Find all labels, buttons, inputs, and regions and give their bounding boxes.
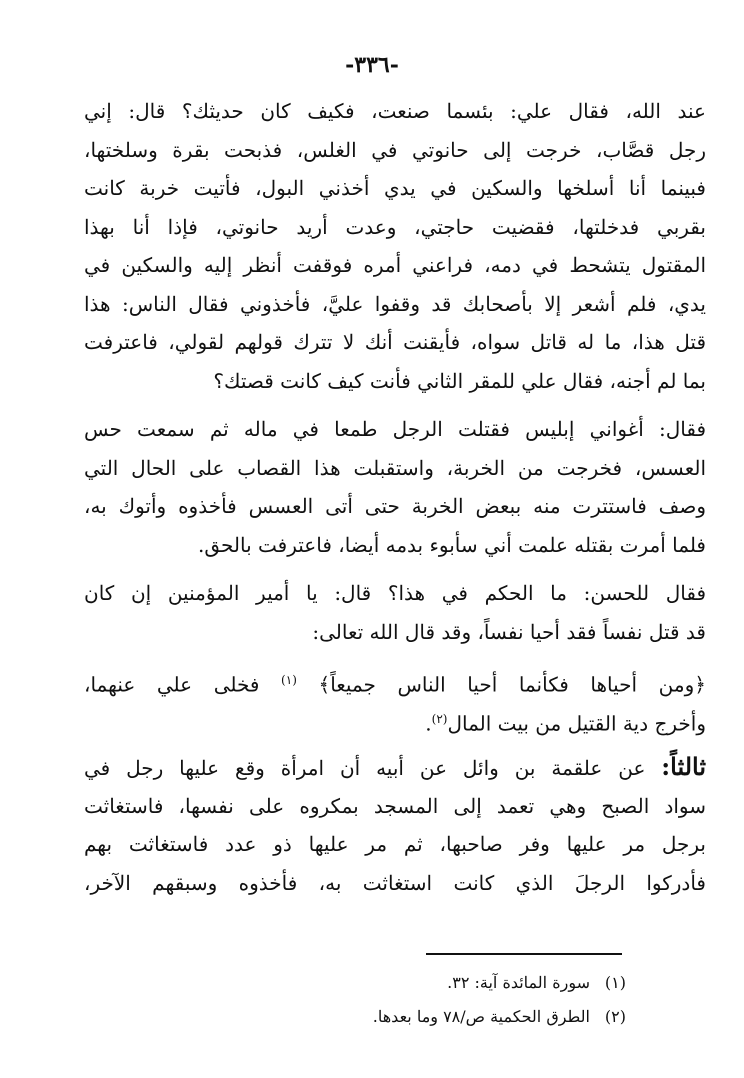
- footnote-2: [200, 1000, 626, 1034]
- text-line: المقتول يتشحط في دمه، فراعني أمره فوقفت أنظر إليه والسكين في: [84, 253, 706, 277]
- section-lead: ثالثاً:: [661, 752, 706, 781]
- text-line: قتل هذا، ما له قاتل سواه، فأيقنت أنك لا تترك قولهم لقولي، فاعترفت: [84, 330, 706, 354]
- footnotes: [200, 966, 626, 1034]
- text-line: وصف فاستترت منه ببعض الخربة حتى أتى العسس فأخذوه وأتوك به،: [84, 494, 706, 518]
- quran-verse: ﴿ومن أحياها فكأنما أحيا الناس جميعاً﴾: [318, 672, 706, 697]
- text-fragment: .: [425, 711, 432, 736]
- footnote-text: سورة المائدة آية: ٣٢.: [447, 973, 590, 992]
- paragraph-5: [84, 748, 706, 902]
- footnote-number: (١): [604, 973, 626, 992]
- footnote-divider: [426, 953, 622, 955]
- text-line: برجل مر عليها وفر صاحبها، ثم مر عليها ذو عدد فاستغاثت بهم: [84, 832, 706, 856]
- text-line: رجل قصَّاب، خرجت إلى حانوتي في الغلس، فذبحت بقرة وسلختها،: [84, 137, 706, 162]
- text-line: العسس، فخرجت من الخربة، واستقبلت هذا القصاب على الحال التي: [84, 455, 706, 480]
- footnote-number: (٢): [604, 1007, 626, 1026]
- page-number: -٣٣٦-: [345, 52, 399, 78]
- footnote-ref: (١): [281, 673, 297, 687]
- paragraph-3: [84, 574, 706, 651]
- quran-verse-line: [84, 661, 706, 700]
- text-line: فلما أمرت بقتله علمت أني سأبوء بدمه أيضا، فاعترفت بالحق.: [197, 532, 706, 557]
- text-line: فقال: أغواني إبليس فقتلت الرجل طمعا في ماله ثم سمعت حس: [84, 417, 706, 441]
- text-line: عند الله، فقال علي: بئسما صنعت، فكيف كان حديثك؟ قال: إني: [84, 99, 706, 123]
- text-fragment: وأخرج دية القتيل من بيت المال: [447, 711, 706, 736]
- text-line: فقال للحسن: ما الحكم في هذا؟ قال: يا أمير المؤمنين إن كان: [84, 581, 706, 605]
- main-text: [84, 92, 706, 902]
- text-line: قد قتل نفساً فقد أحيا نفساً، وقد قال الله تعالى:: [312, 619, 706, 644]
- text-line: بقربي فدخلتها، فقضيت حاجتي، وعدت أريد حانوتي، فإذا أنا بهذا: [84, 214, 706, 239]
- text-fragment: فخلى علي عنهما،: [84, 672, 282, 697]
- text-line: [84, 748, 706, 787]
- footnote-text: الطرق الحكمية ص/٧٨ وما بعدها.: [372, 1007, 590, 1026]
- text-line: سواد الصبح وهي تعمد إلى المسجد بمكروه على نفسها، فاستغاثت: [84, 793, 706, 818]
- text-fragment: عن علقمة بن وائل عن أبيه أن امرأة وقع عليها رجل في: [84, 756, 662, 780]
- text-line: بما لم أجنه، فقال علي للمقر الثاني فأنت كيف كانت قصتك؟: [213, 368, 706, 393]
- footnote-1: [200, 966, 626, 1000]
- text-line: فبينما أنا أسلخها والسكين في يدي أخذني البول، فأتيت خربة كانت: [84, 176, 706, 200]
- footnote-ref: (٢): [431, 711, 448, 726]
- text-line: فأدركوا الرجلَ الذي كانت استغاثت به، فأخذوه وسبقهم الآخر،: [84, 870, 706, 895]
- paragraph-4: [84, 661, 706, 738]
- text-line: يدي، فلم أشعر إلا بأصحابك قد وقفوا عليَّ، فأخذوني فقال الناس: هذا: [84, 291, 706, 316]
- paragraph-2: [84, 410, 706, 564]
- paragraph-1: [84, 92, 706, 400]
- text-line: [84, 700, 706, 739]
